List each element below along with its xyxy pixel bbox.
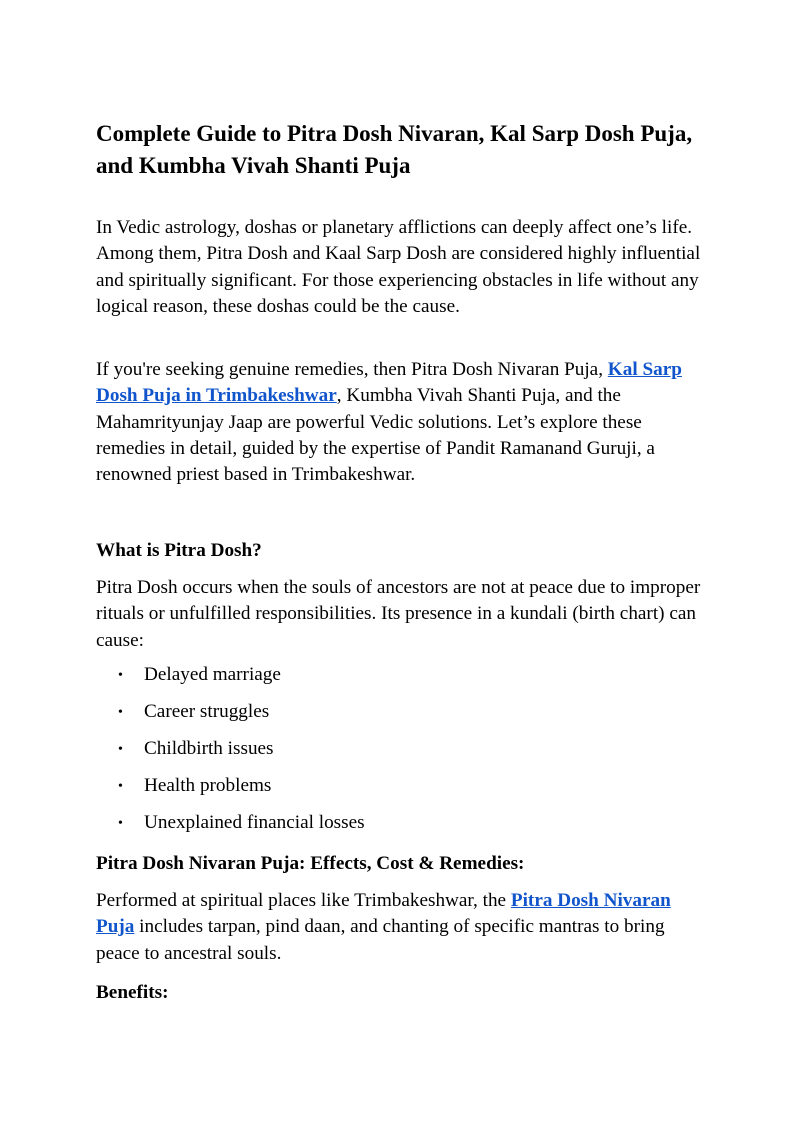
bullet-icon: • bbox=[118, 816, 123, 831]
list-item-text: Unexplained financial losses bbox=[144, 812, 365, 833]
list-item bbox=[96, 662, 706, 699]
remedies-text-before: If you're seeking genuine remedies, then Pitra Dosh Nivaran Puja, bbox=[96, 359, 608, 380]
page-title: Complete Guide to Pitra Dosh Nivaran, Kal Sarp Dosh Puja, and Kumbha Vivah Shanti Puja bbox=[96, 121, 693, 178]
list-item bbox=[96, 736, 706, 773]
pitra-dosh-paragraph: Pitra Dosh occurs when the souls of ancestors are not at peace due to improper rituals or unfulfilled responsibilities. Its presence in a kundali (birth chart) can cause: bbox=[96, 577, 701, 651]
bullet-icon: • bbox=[118, 742, 123, 757]
bullet-icon: • bbox=[118, 705, 123, 720]
benefits-heading: Benefits: bbox=[96, 982, 169, 1003]
nivaran-text-before: Performed at spiritual places like Trimbakeshwar, the bbox=[96, 890, 511, 911]
section-heading-pitra-dosh-nivaran-puja: Pitra Dosh Nivaran Puja: Effects, Cost & Remedies: bbox=[96, 853, 525, 874]
intro-paragraph: In Vedic astrology, doshas or planetary afflictions can deeply affect one’s life. Among them, Pitra Dosh and Kaal Sarp Dosh are considered highly influential and spiritually significant. For those experiencing obstacles in life without any logical reason, these doshas could be the cause. bbox=[96, 217, 701, 317]
nivaran-text-after: includes tarpan, pind daan, and chanting of specific mantras to bring peace to ancestral souls. bbox=[96, 916, 665, 964]
list-item-text: Health problems bbox=[144, 775, 272, 796]
remedies-text-after: , Kumbha Vivah Shanti Puja, and the Mahamrityunjay Jaap are powerful Vedic solutions. Let’s explore these remedies in detail, guided by the expertise of Pandit Ramanand Guruji, a renowned priest based in Trimbakeshwar. bbox=[96, 385, 655, 486]
list-item bbox=[96, 699, 706, 736]
list-item-text: Childbirth issues bbox=[144, 738, 274, 759]
bullet-icon: • bbox=[118, 779, 123, 794]
list-item-text: Delayed marriage bbox=[144, 664, 281, 685]
list-item-text: Career struggles bbox=[144, 701, 270, 722]
bullet-icon: • bbox=[118, 668, 123, 683]
pitra-dosh-nivaran-puja-link[interactable]: Pitra Dosh Nivaran Puja bbox=[96, 890, 671, 938]
remedies-paragraph bbox=[96, 357, 706, 488]
nivaran-puja-paragraph bbox=[96, 888, 706, 967]
section-heading-what-is-pitra-dosh: What is Pitra Dosh? bbox=[96, 540, 262, 561]
kal-sarp-dosh-puja-link[interactable]: Kal Sarp Dosh Puja in Trimbakeshwar bbox=[96, 359, 682, 407]
effects-list bbox=[96, 662, 706, 847]
list-item bbox=[96, 773, 706, 810]
list-item bbox=[96, 810, 706, 847]
